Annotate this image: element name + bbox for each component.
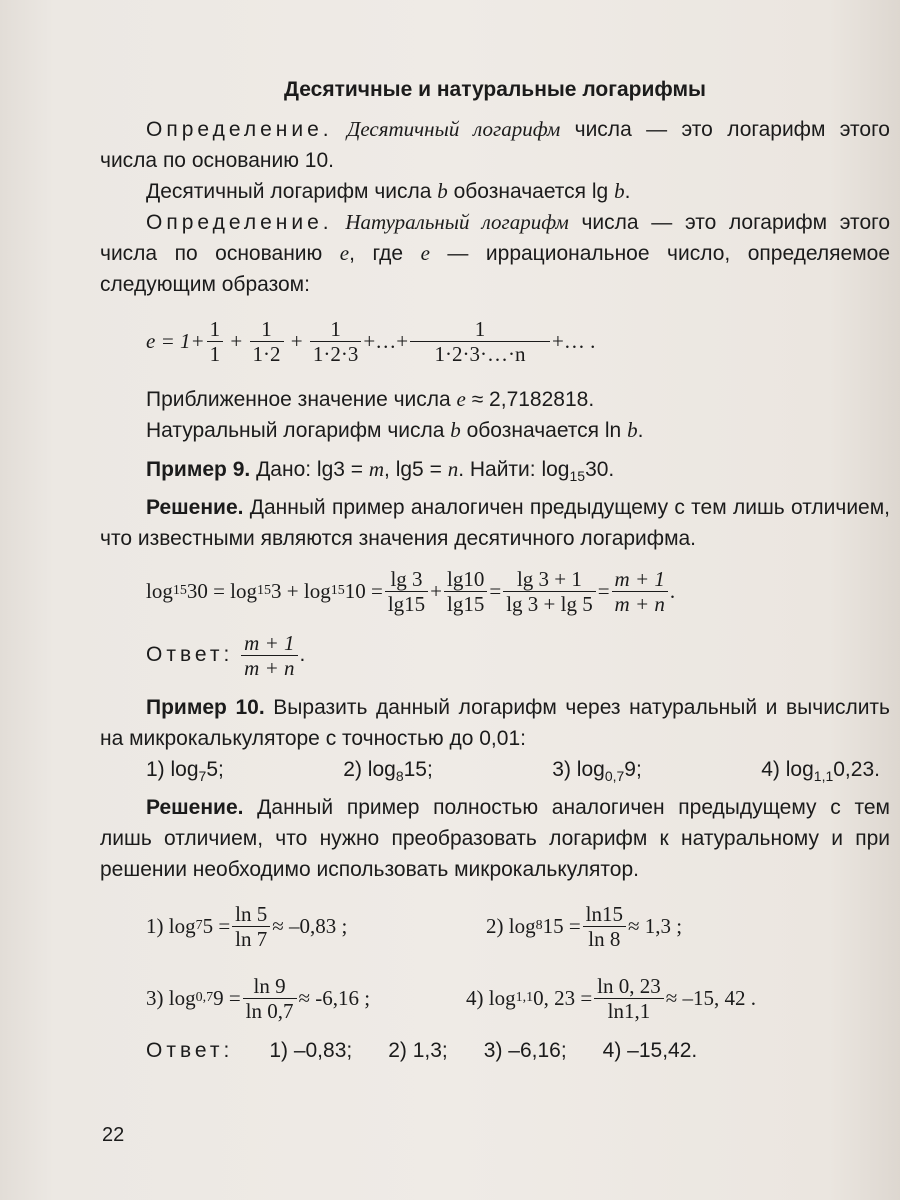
calc-item: 1) log 7 5 = $\frac{\ln 5}{\ln 7}$ ≈ –0,83 ; — [146, 901, 348, 951]
section-title: Десятичные и натуральные логарифмы — [284, 78, 706, 101]
formula-example-9: log 15 30 = log 15 3 + log 15 10 = $\frac{\lg 3}{\lg 15}$ + $\frac{\lg 10}{\lg 15}$ = $\frac{\lg 3 + 1}{\lg 3 + \lg 5}$ = $\frac{m + 1}{m + n}$ . — [146, 566, 676, 616]
task-item: 4) $\log_{1,1}0,23$. — [761, 758, 880, 784]
answer-9: Ответ: $\frac{m + 1}{m + n}$ . — [146, 630, 306, 680]
calc-row-1 — [146, 895, 890, 957]
solution-9: Решение. Данный пример аналогичен предыдущему с тем лишь отличием, что известными являются значения десятичного логарифма. — [100, 496, 890, 550]
definition-decimal: Определение. Десятичный логарифм числа — это логарифм этого числа по основанию 10. — [100, 117, 890, 172]
tasks-example-10 — [100, 754, 890, 792]
task-item: 2) $\log_815$; — [343, 758, 433, 784]
solution-10: Решение. Данный пример полностью аналогичен предыдущему с тем лишь отличием, что нужно преобразовать логарифм к натуральному и при решении необходимо использовать микрокалькулятор. — [100, 796, 890, 881]
ln-notation: Натуральный логарифм числа b обозначается ln b. — [146, 418, 644, 442]
calc-row-2 — [146, 967, 890, 1029]
example-9: Пример 9. Дано: lg3 = m, lg5 = n. Найти: $\log_{15}30$. — [146, 457, 615, 484]
formula-e-series: e = 1+ $\frac{1}{1}$ + $\frac{1}{1\cdot 2}$ + $\frac{1}{1\cdot 2\cdot 3}$ +…+ $\frac{1}{1\cdot 2\cdot 3\cdot\dots\cdot n}$ +… . — [146, 316, 596, 366]
definition-natural: Определение. Натуральный логарифм числа — это логарифм этого числа по основанию e, где e — иррациональное число, определяемое следующим образом: — [100, 210, 890, 296]
calc-item: 3) log 0,7 9 = $\frac{\ln 9}{\ln 0,7}$ ≈ -6,16 ; — [146, 973, 371, 1023]
page-number: 22 — [102, 1124, 125, 1146]
example-10: Пример 10. Выразить данный логарифм через натуральный и вычислить на микрокалькуляторе с точностью до 0,01: — [100, 696, 890, 750]
task-item: 3) $\log_{0,7}9$; — [552, 758, 642, 784]
decimal-notation: Десятичный логарифм числа b обозначается lg b. — [146, 179, 631, 203]
calc-item: 4) log 1,1 0, 23 = $\frac{\ln 0, 23}{\ln 1,1}$ ≈ –15, 42 . — [466, 973, 757, 1023]
page-content — [100, 78, 890, 1066]
e-approx: Приближенное значение числа e ≈ 2,7182818. — [146, 387, 595, 411]
task-item: 1) $\log_75$; — [146, 758, 224, 784]
answer-10: Ответ: 1) –0,83; 2) 1,3; 3) –6,16; 4) –15,42. — [146, 1039, 698, 1062]
calc-item: 2) log 8 15 = $\frac{\ln 15}{\ln 8}$ ≈ 1,3 ; — [486, 901, 683, 951]
